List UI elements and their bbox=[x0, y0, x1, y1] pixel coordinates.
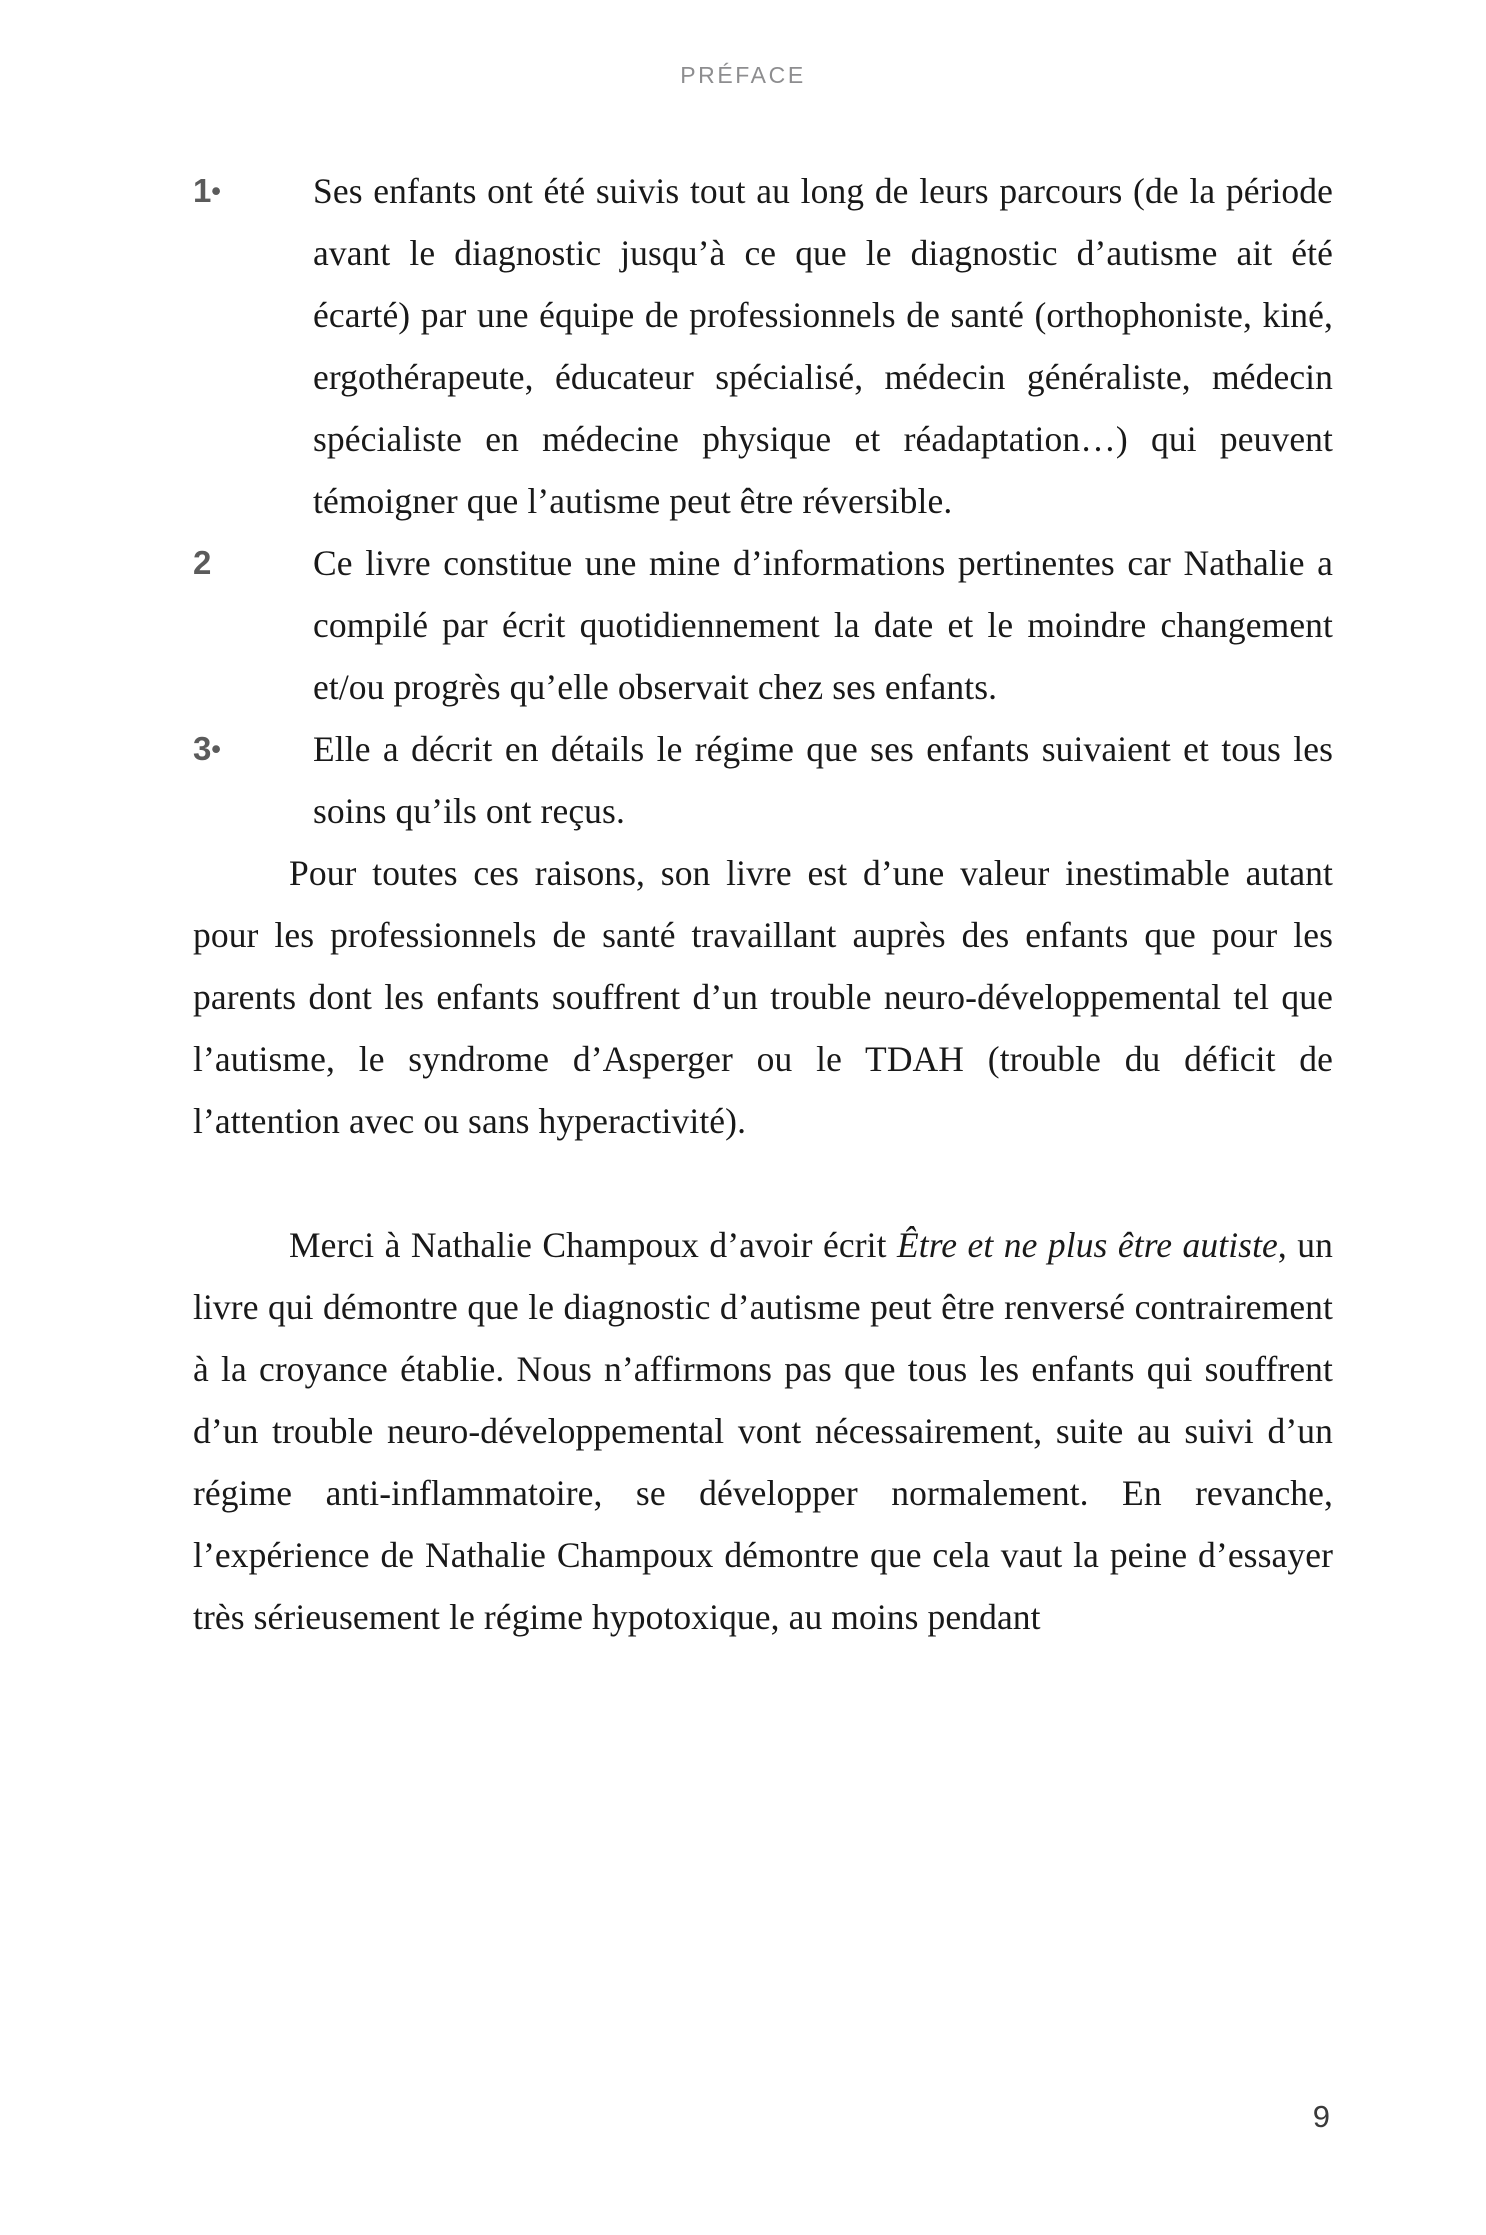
list-item-number: 1 bbox=[193, 172, 212, 209]
numbered-list bbox=[193, 160, 1333, 842]
page-number: 9 bbox=[1312, 2099, 1330, 2134]
running-head: PRÉFACE bbox=[680, 62, 806, 88]
paragraph-merci bbox=[193, 1214, 1333, 1648]
list-item-marker bbox=[193, 160, 288, 222]
list-item-text: Ce livre constitue une mine d’informations pertinentes car Nathalie a compilé par écrit quotidiennement la date et le moindre changement et/ou progrès qu’elle observait chez ses enfants. bbox=[313, 543, 1333, 707]
list-item bbox=[193, 718, 1333, 842]
paragraph-raisons: Pour toutes ces raisons, son livre est d’une valeur inestimable autant pour les professionnels de santé travaillant auprès des enfants que pour les parents dont les enfants souffrent d’un trouble neuro-développemental tel que l’autisme, le syndrome d’Asperger ou le TDAH (trouble du déficit de l’attention avec ou sans hyperactivité). bbox=[193, 853, 1333, 1141]
list-item-number: 2 bbox=[193, 544, 212, 581]
merci-rest-text: , un livre qui démontre que le diagnostic d’autisme peut être renversé contrairement à la croyance établie. Nous n’affirmons pas que tous les enfants qui souffrent d’un trouble neuro-développemental vont nécessairement, suite au suivi d’un régime anti-inflammatoire, se développer normalement. En revanche, l’expérience de Nathalie Champoux démontre que cela vaut la peine d’essayer très sérieusement le régime hypotoxique, au moins pendant bbox=[193, 1225, 1333, 1637]
list-item-text: Ses enfants ont été suivis tout au long de leurs parcours (de la période avant le diagnostic jusqu’à ce que le diagnostic d’autisme ait été écarté) par une équipe de professionnels de santé (orthophoniste, kiné, ergothérapeute, éducateur spécialisé, médecin généraliste, médecin spécialiste en médecine physique et réadaptation…) qui peuvent témoigner que l’autisme peut être réversible. bbox=[313, 171, 1333, 521]
page-content bbox=[193, 160, 1333, 1648]
list-item-number: 3 bbox=[193, 730, 212, 767]
bullet-icon: • bbox=[211, 176, 221, 206]
list-item-text: Elle a décrit en détails le régime que ses enfants suivaient et tous les soins qu’ils ont reçus. bbox=[313, 729, 1333, 831]
merci-lead-text: Merci à Nathalie Champoux d’avoir écrit bbox=[289, 1225, 897, 1265]
paragraph-spacer bbox=[193, 1152, 1333, 1214]
list-item bbox=[193, 160, 1333, 532]
list-item bbox=[193, 532, 1333, 718]
list-item-marker bbox=[193, 532, 288, 594]
book-title-italic: Être et ne plus être autiste bbox=[896, 1225, 1278, 1265]
list-item-marker bbox=[193, 718, 288, 780]
bullet-icon: • bbox=[211, 734, 221, 764]
